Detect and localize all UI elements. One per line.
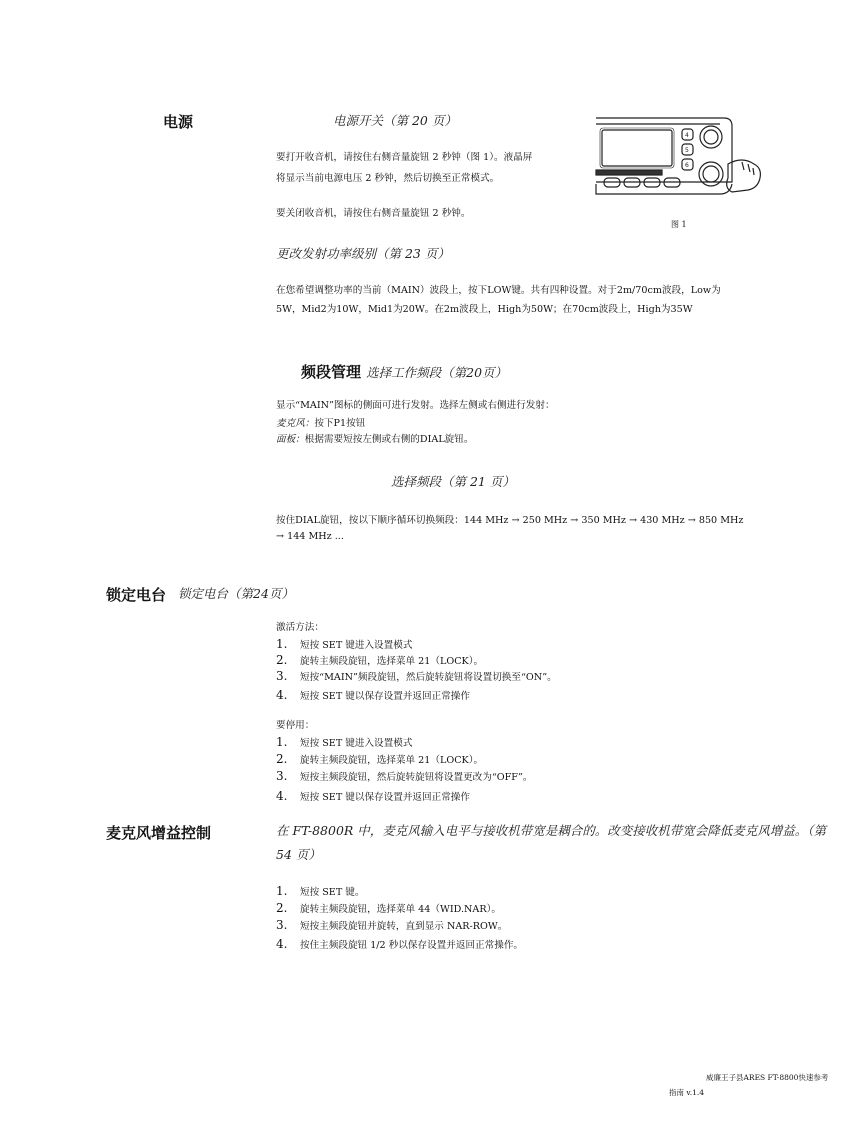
band-mgmt-heading-row [301, 361, 507, 382]
band-tx-side-line: 显示“MAIN”图标的侧面可进行发射。选择左侧或右侧进行发射： [276, 400, 555, 411]
list-item: 1. 短按 SET 键进入设置模式 [276, 735, 413, 749]
radio-front-panel-figure [592, 112, 767, 207]
panel-label: 面板： [276, 434, 305, 445]
footer-title: 威廉王子县ARES FT-8800快速参考 [706, 1073, 829, 1082]
band-select-subheading: 选择工作频段（第20页） [366, 365, 508, 380]
svg-text:5: 5 [685, 147, 689, 154]
band-cycle-line-2: → 144 MHz ... [276, 531, 344, 542]
list-item: 4. 按住主频段旋钮 1/2 秒以保存设置并返回正常操作。 [276, 937, 524, 951]
select-band-subheading: 选择频段（第 21 页） [391, 474, 515, 489]
list-item: 2. 旋转主频段旋钮，选择菜单 21（LOCK）。 [276, 653, 484, 667]
list-item: 2. 旋转主频段旋钮，选择菜单 21（LOCK）。 [276, 752, 484, 766]
mic-gain-subheading-1: 在 FT-8800R 中，麦克风输入电平与接收机带宽是耦合的。改变接收机带宽会降低麦克风增益。（第 [276, 823, 827, 838]
section-heading-band: 频段管理 [301, 363, 362, 381]
section-heading-power: 电源 [163, 113, 194, 131]
list-item: 1. 短按 SET 键。 [276, 884, 365, 898]
svg-text:4: 4 [685, 132, 689, 139]
band-panel-line [276, 432, 473, 448]
power-switch-subheading: 电源开关（第 20 页） [333, 113, 457, 128]
section-heading-lock: 锁定电台 [106, 586, 167, 604]
list-item: 3. 短按“MAIN”频段旋钮，然后旋转旋钮将设置切换至“ON”。 [276, 669, 557, 683]
footer-version: 指南 v.1.4 [669, 1088, 705, 1097]
list-item: 3. 短按主频段旋钮并旋转，直到显示 NAR-ROW。 [276, 918, 508, 932]
list-item: 2. 旋转主频段旋钮，选择菜单 44（WID.NAR）。 [276, 901, 501, 915]
tx-power-subheading: 更改发射功率级别（第 23 页） [276, 246, 450, 261]
list-item: 4. 短按 SET 键以保存设置并返回正常操作 [276, 688, 470, 702]
list-item: 3. 短按主频段旋钮，然后旋转旋钮将设置更改为“OFF”。 [276, 769, 533, 783]
list-item: 1. 短按 SET 键进入设置模式 [276, 637, 413, 651]
power-on-line-2: 将显示当前电源电压 2 秒钟，然后切换至正常模式。 [276, 173, 500, 184]
tx-power-line-2: 5W，Mid2为10W，Mid1为20W。在2m波段上，High为50W；在70cm波段上，High为35W [276, 304, 693, 315]
power-off-line: 要关闭收音机，请按住右侧音量旋钮 2 秒钟。 [276, 208, 471, 219]
panel-text: 根据需要短按左侧或右侧的DIAL旋钮。 [304, 434, 474, 445]
list-item: 4. 短按 SET 键以保存设置并返回正常操作 [276, 789, 470, 803]
figure-caption: 图 1 [671, 220, 687, 229]
lock-activate-label: 激活方法： [276, 622, 324, 633]
tx-power-line-1: 在您希望调整功率的当前（MAIN）波段上，按下LOW键。共有四种设置。对于2m/70cm波段，Low为 [276, 285, 721, 296]
power-on-line-1: 要打开收音机，请按住右侧音量旋钮 2 秒钟（图 1）。液晶屏 [276, 152, 533, 163]
lock-deactivate-label: 要停用： [276, 720, 315, 731]
band-cycle-line-1: 按住DIAL旋钮，按以下顺序循环切换频段：144 MHz → 250 MHz → 350 MHz → 430 MHz → 850 MHz [276, 515, 744, 526]
section-heading-mic-gain: 麦克风增益控制 [106, 824, 212, 842]
mic-label: 麦克风： [276, 418, 315, 429]
svg-text:6: 6 [685, 162, 689, 169]
lock-subheading: 锁定电台（第24页） [178, 586, 294, 601]
band-mic-line [276, 416, 365, 432]
mic-text: 按下P1按钮 [314, 418, 366, 429]
mic-gain-subheading-2: 54 页） [276, 847, 321, 862]
